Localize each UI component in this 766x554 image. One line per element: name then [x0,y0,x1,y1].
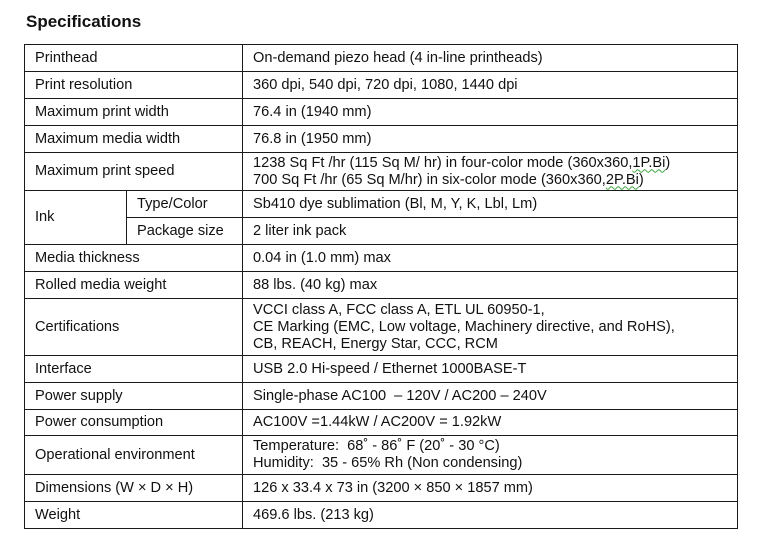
value-text: 700 Sq Ft /hr (65 Sq M/hr) in six-color mode (360x360, [253,171,606,188]
value-text: 1238 Sq Ft /hr (115 Sq M/ hr) in four-color mode (360x360, [253,154,633,171]
table-row-weight [25,502,738,529]
table-row-power-consumption [25,410,738,436]
row-label: Printhead [25,45,243,72]
value-text: ) [638,171,644,188]
spellcheck-underlined-text: 1P.Bi [632,154,666,171]
table-row-certifications [25,299,738,356]
row-label: Weight [25,502,243,529]
table-row-ink-type-color [25,191,738,218]
row-label: Media thickness [25,245,243,272]
row-value [243,299,738,356]
row-value: 2 liter ink pack [243,218,738,245]
row-value: Single-phase AC100 – 120V / AC200 – 240V [243,383,738,410]
table-row-printhead [25,45,738,72]
row-value: 360 dpi, 540 dpi, 720 dpi, 1080, 1440 dpi [243,72,738,99]
spellcheck-underlined-text: 2P.Bi [605,171,639,188]
row-sublabel: Package size [127,218,243,245]
value-line: VCCI class A, FCC class A, ETL UL 60950-1, [253,301,545,318]
table-row-operational-environment [25,436,738,475]
row-label: Print resolution [25,72,243,99]
row-value: 469.6 lbs. (213 kg) [243,502,738,529]
table-row-max-print-speed [25,153,738,191]
table-row-rolled-media-weight [25,272,738,299]
row-label: Ink [25,191,127,245]
row-label: Certifications [25,299,243,356]
row-sublabel: Type/Color [127,191,243,218]
value-line: CB, REACH, Energy Star, CCC, RCM [253,335,498,352]
value-line: CE Marking (EMC, Low voltage, Machinery directive, and RoHS), [253,318,675,335]
row-value: Sb410 dye sublimation (Bl, M, Y, K, Lbl, Lm) [243,191,738,218]
table-row-interface [25,356,738,383]
row-value: 88 lbs. (40 kg) max [243,272,738,299]
value-line: Temperature: 68˚ - 86˚ F (20˚ - 30 °C) [253,438,500,454]
row-label: Power consumption [25,410,243,436]
row-value: On-demand piezo head (4 in-line printheads) [243,45,738,72]
value-line [253,155,737,172]
row-label: Maximum print speed [25,153,243,191]
value-line: Humidity: 35 - 65% Rh (Non condensing) [253,455,523,471]
row-label: Interface [25,356,243,383]
row-label: Dimensions (W × D × H) [25,475,243,502]
table-row-media-thickness [25,245,738,272]
row-value: 76.8 in (1950 mm) [243,126,738,153]
row-value [243,153,738,191]
row-value: USB 2.0 Hi-speed / Ethernet 1000BASE-T [243,356,738,383]
row-label: Maximum print width [25,99,243,126]
table-row-print-resolution [25,72,738,99]
table-row-power-supply [25,383,738,410]
row-label: Maximum media width [25,126,243,153]
table-row-max-print-width [25,99,738,126]
row-label: Rolled media weight [25,272,243,299]
value-line [253,172,737,189]
row-value: 76.4 in (1940 mm) [243,99,738,126]
row-value: 0.04 in (1.0 mm) max [243,245,738,272]
table-row-dimensions [25,475,738,502]
row-label: Power supply [25,383,243,410]
table-row-max-media-width [25,126,738,153]
row-value: AC100V =1.44kW / AC200V = 1.92kW [243,410,738,436]
page-title: Specifications [26,12,142,31]
row-value: 126 x 33.4 x 73 in (3200 × 850 × 1857 mm) [243,475,738,502]
row-label: Operational environment [25,436,243,475]
table-row-ink-package-size [25,218,738,245]
specifications-table [24,44,738,529]
value-text: ) [665,154,671,171]
row-value [243,436,738,475]
